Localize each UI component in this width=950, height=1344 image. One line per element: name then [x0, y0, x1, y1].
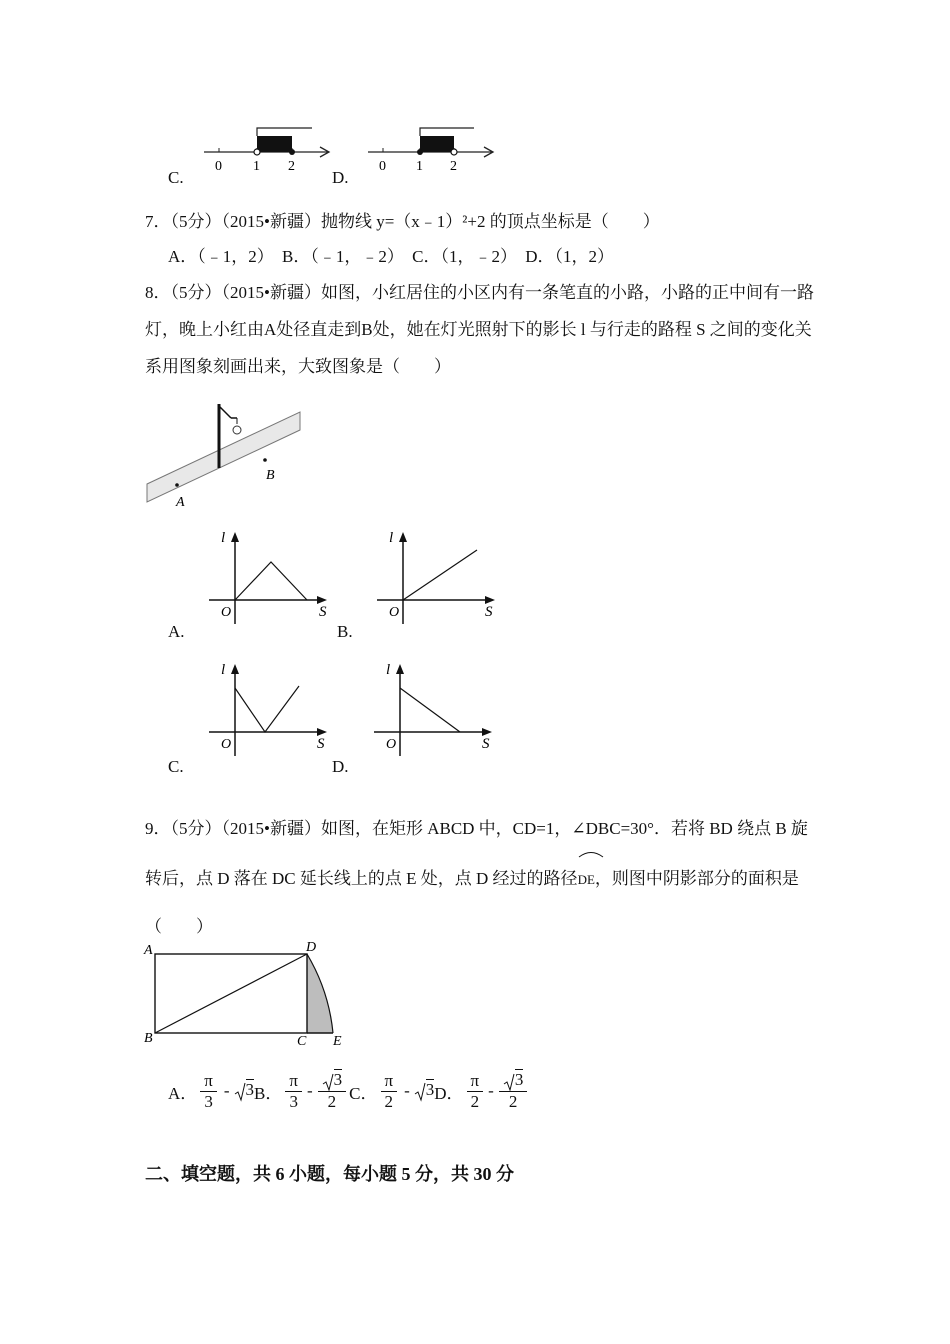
q9-stem-part1: 9．（5分）（2015•新疆）如图，在矩形 ABCD 中，CD=1，∠DBC=30°．若将 BD 绕点 B 旋转后，点 D 落在 DC 延长线上的点 E 处，点 D 经过的路径 — [145, 819, 808, 888]
label-d: D — [306, 940, 317, 955]
option-label: B． — [254, 1083, 283, 1103]
shaded-band — [420, 136, 454, 152]
q9-stem-part2: ，则图中阴影部分的面积是（ ） — [145, 869, 799, 936]
q9-rectangle-figure — [140, 938, 355, 1048]
sqrt — [414, 1080, 435, 1101]
tick-label-2: 2 — [450, 159, 457, 174]
open-point — [451, 149, 457, 155]
arc-de — [578, 852, 595, 903]
numerator: π — [467, 1071, 484, 1092]
diagonal-bd — [155, 954, 307, 1033]
y-axis-label: l — [221, 662, 226, 678]
lamp-arm — [219, 406, 231, 418]
tick-label-0: 0 — [379, 159, 386, 174]
q8-graph-d — [370, 658, 500, 758]
denominator: 2 — [384, 1091, 394, 1111]
fraction — [200, 1071, 217, 1112]
x-axis-label: S — [317, 736, 325, 752]
minus-sign: - — [488, 1081, 494, 1100]
denominator: 2 — [327, 1091, 337, 1111]
ray-mark — [420, 128, 474, 136]
radical-sign-icon — [414, 1082, 426, 1102]
graph-line — [235, 686, 299, 732]
denominator: 2 — [508, 1091, 518, 1111]
numerator: π — [381, 1071, 398, 1092]
q8-stem: 8．（5分）（2015•新疆）如图，小红居住的小区内有一条笔直的小路，小路的正中间有一路灯，晚上小红由A处径直走到B处，她在灯光照射下的影长 l 与行走的路程 S 之间的变化关系用图象刻画出来，大致图象是（ ） — [145, 283, 814, 376]
q8-option-b-label: B. — [337, 622, 353, 641]
q8-street-lamp-figure — [145, 398, 305, 513]
x-axis-label: S — [485, 604, 493, 620]
q6-option-c-label: C. — [168, 168, 184, 187]
point-a-label: A — [176, 495, 185, 510]
q8-graph-b — [373, 526, 503, 626]
origin-label: O — [221, 605, 232, 620]
label-e: E — [333, 1034, 342, 1048]
y-axis-arrow — [396, 664, 404, 674]
q9-option-a — [168, 1071, 254, 1112]
radical-fraction — [318, 1070, 347, 1111]
minus-sign: - — [306, 1081, 313, 1100]
q6-option-d-label: D. — [332, 168, 349, 187]
tick-label-2: 2 — [288, 159, 295, 174]
numerator: π — [200, 1071, 217, 1092]
point-b-dot — [263, 458, 267, 462]
q8-graph-a — [205, 526, 335, 626]
y-axis-arrow — [399, 532, 407, 542]
radical-sign-icon — [503, 1073, 515, 1091]
origin-label: O — [389, 605, 400, 620]
radical-sign-icon — [234, 1082, 246, 1102]
sqrt — [234, 1080, 255, 1101]
label-c: C — [297, 1034, 307, 1048]
minus-sign: - — [223, 1081, 230, 1100]
x-axis-arrow — [485, 596, 495, 604]
numerator — [499, 1070, 528, 1091]
radical-fraction — [499, 1070, 528, 1111]
x-axis-label: S — [482, 736, 490, 752]
ray-mark — [257, 128, 312, 136]
q9-option-b — [254, 1070, 349, 1111]
y-axis-arrow — [231, 532, 239, 542]
graph-line — [235, 562, 307, 600]
denominator: 3 — [204, 1091, 213, 1111]
q8-option-c-label: C. — [168, 757, 184, 776]
point-a-dot — [175, 483, 179, 487]
shaded-region — [307, 954, 333, 1033]
q8-option-a-label: A. — [168, 622, 185, 641]
tick-label-1: 1 — [416, 159, 423, 174]
section-2-heading: 二、填空题，共 6 小题，每小题 5 分，共 30 分 — [145, 1164, 514, 1184]
denominator: 3 — [289, 1091, 298, 1111]
radicand: 3 — [514, 1070, 524, 1090]
origin-label: O — [221, 737, 232, 752]
point-b-label: B — [266, 468, 275, 483]
closed-point — [289, 149, 295, 155]
q8-option-d-label: D. — [332, 757, 349, 776]
label-a: A — [144, 943, 153, 958]
origin-label: O — [386, 737, 397, 752]
open-point — [254, 149, 260, 155]
numerator: π — [285, 1071, 302, 1092]
graph-line — [400, 688, 460, 732]
minus-sign: - — [404, 1081, 410, 1100]
q6-option-c-number-line — [200, 122, 335, 182]
y-axis-label: l — [389, 530, 394, 546]
option-label: C． — [349, 1083, 378, 1103]
q8-graph-c — [205, 658, 335, 758]
arc-symbol — [578, 850, 604, 858]
option-label: D． — [434, 1083, 464, 1103]
closed-point — [417, 149, 423, 155]
x-axis-arrow — [482, 728, 492, 736]
radical-sign-icon — [322, 1073, 334, 1091]
tick-label-1: 1 — [253, 159, 260, 174]
road — [147, 412, 300, 502]
radicand: 3 — [333, 1070, 343, 1090]
radicand: 3 — [245, 1080, 255, 1100]
y-axis-arrow — [231, 664, 239, 674]
q9-options — [168, 1066, 530, 1116]
label-b: B — [144, 1031, 153, 1046]
q7-options: A．（﹣1，2） B．（﹣1，﹣2） C．（1，﹣2） D．（1，2） — [168, 247, 614, 266]
tick-label-0: 0 — [215, 159, 222, 174]
radicand: 3 — [425, 1080, 435, 1100]
shaded-band — [257, 136, 292, 152]
lamp-bulb — [233, 426, 241, 434]
option-label: A． — [168, 1083, 198, 1103]
fraction — [285, 1071, 302, 1112]
y-axis-label: l — [221, 530, 226, 546]
numerator — [318, 1070, 347, 1091]
q6-option-d-number-line — [364, 122, 499, 182]
arc-de-label: DE — [577, 872, 595, 887]
y-axis-label: l — [386, 662, 391, 678]
x-axis-arrow — [317, 596, 327, 604]
x-axis-arrow — [317, 728, 327, 736]
q9-option-d — [434, 1070, 530, 1111]
graph-line — [403, 550, 477, 600]
q9-option-c — [349, 1071, 434, 1112]
fraction — [467, 1071, 484, 1112]
q7-stem: 7．（5分）（2015•新疆）抛物线 y=（x﹣1）²+2 的顶点坐标是（ ） — [145, 212, 660, 231]
x-axis-label: S — [319, 604, 327, 620]
denominator: 2 — [470, 1091, 480, 1111]
fraction — [381, 1071, 398, 1112]
q9-stem — [145, 805, 815, 950]
